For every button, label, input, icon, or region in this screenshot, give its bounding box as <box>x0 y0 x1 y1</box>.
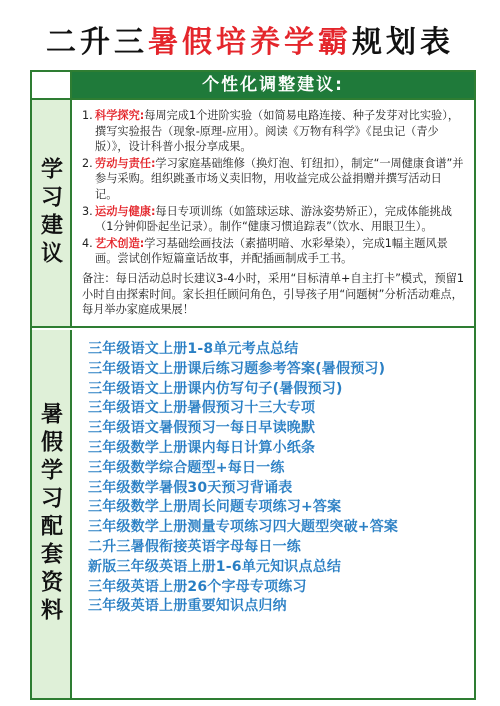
resource-item[interactable]: 三年级英语上册26个字母专项练习 <box>88 578 307 595</box>
resource-item[interactable]: 三年级数学暑假30天预习背诵表 <box>88 479 293 496</box>
suggestion-number: 1. <box>82 109 93 122</box>
resource-item[interactable]: 三年级数学综合题型+每日一练 <box>88 459 285 476</box>
study-suggestions-section <box>32 100 474 328</box>
suggestion-heading: 艺术创造: <box>95 236 145 250</box>
resources-side-cell <box>32 330 72 698</box>
suggestion-text: 每日专项训练（如篮球运球、游泳姿势矫正），完成体能挑战（1分钟仰卧起坐记录）。制作“健康习惯追踪表”（饮水、用眼卫生）。 <box>95 204 452 234</box>
study-suggestions-label: 学习建议 <box>37 157 64 269</box>
title-part-3: 规划表 <box>352 25 454 60</box>
suggestion-number: 4. <box>82 236 93 250</box>
table-header-row <box>32 72 474 100</box>
suggestion-heading: 科学探究: <box>95 109 145 122</box>
resource-item[interactable]: 三年级数学上册测量专项练习四大题型突破+答案 <box>88 519 399 536</box>
resource-item[interactable]: 三年级语文上册课后练习题参考答案(暑假预习) <box>88 360 386 377</box>
suggestions-body <box>82 108 464 322</box>
resource-item[interactable]: 新版三年级英语上册1-6单元知识点总结 <box>88 558 342 575</box>
study-suggestions-side-cell <box>32 100 72 326</box>
header-corner-cell <box>32 72 72 98</box>
resource-item[interactable]: 三年级语文上册1-8单元考点总结 <box>88 341 299 357</box>
page-title <box>0 18 500 68</box>
suggestion-heading: 劳动与责任: <box>95 156 156 170</box>
resource-item[interactable]: 三年级数学上册课内每日计算小纸条 <box>88 439 316 456</box>
title-part-2: 暑假培养学霸 <box>148 25 352 60</box>
suggestion-item-sports <box>82 204 464 235</box>
resources-section <box>32 330 474 698</box>
suggestions-header: 个性化调整建议: <box>72 72 474 98</box>
suggestion-number: 3. <box>82 204 93 218</box>
suggestion-text: 学习基础绘画技法（素描明暗、水彩晕染），完成1幅主题风景画。尝试创作短篇童话故事，并配插画制成手工书。 <box>95 236 448 266</box>
title-part-1: 二升三 <box>46 25 148 60</box>
resource-item[interactable]: 二升三暑假衔接英语字母每日一练 <box>88 538 301 555</box>
resource-item[interactable]: 三年级数学上册周长问题专项练习+答案 <box>88 499 342 516</box>
suggestions-note: 备注：每日活动总时长建议3-4小时，采用“目标清单+自主打卡”模式，预留1小时自由探索时间。家长担任顾问角色，引导孩子用“问题树”分析活动难点，每月举办家庭成果展！ <box>82 271 464 317</box>
suggestion-item-labor <box>82 156 464 203</box>
resources-label: 暑假学习配套资料 <box>37 402 64 626</box>
resource-item[interactable]: 三年级语文上册暑假预习十三大专项 <box>88 400 316 417</box>
resource-item[interactable]: 三年级语文暑假预习一每日早读晚默 <box>88 420 316 437</box>
suggestion-text: 学习家庭基础维修（换灯泡、钉纽扣），制定“一周健康食谱”并参与采购。组织跳蚤市场义卖旧物，用收益完成公益捐赠并撰写活动日记。 <box>95 156 464 201</box>
suggestion-item-art <box>82 236 464 267</box>
suggestion-heading: 运动与健康: <box>95 204 156 218</box>
resource-list <box>88 340 466 617</box>
plan-table <box>30 70 476 700</box>
suggestion-number: 2. <box>82 156 93 170</box>
suggestion-text: 每周完成1个进阶实验（如简易电路连接、种子发芽对比实验），撰写实验报告（现象-原理-应用）。阅读《万物有科学》《昆虫记（青少版）》，设计科普小报分享成果。 <box>95 109 460 154</box>
resource-item[interactable]: 三年级英语上册重要知识点归纳 <box>88 598 287 615</box>
resource-item[interactable]: 三年级语文上册课内仿写句子(暑假预习) <box>88 380 343 397</box>
suggestion-item-science <box>82 108 464 155</box>
